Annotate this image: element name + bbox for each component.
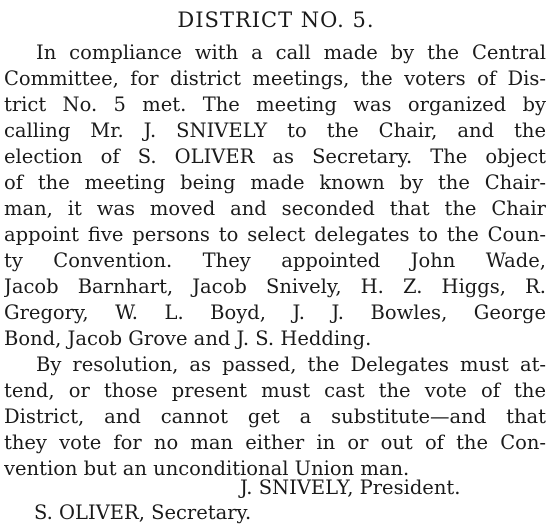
text-line: of the meeting being made known by the Chair- bbox=[4, 171, 546, 194]
text-line: District, and cannot get a substitute—and that bbox=[4, 405, 546, 428]
president-signature: J. SNIVELY, President. bbox=[240, 476, 461, 499]
text-line: election of S. OLIVER as Secretary. The object bbox=[4, 145, 546, 168]
text-line: Gregory, W. L. Boyd, J. J. Bowles, George bbox=[4, 301, 546, 324]
text-line: Bond, Jacob Grove and J. S. Hedding. bbox=[4, 327, 372, 350]
text-line: they vote for no man either in or out of the Con- bbox=[4, 431, 546, 454]
text-line: vention but an unconditional Union man. bbox=[4, 457, 410, 480]
secretary-signature: S. OLIVER, Secretary. bbox=[34, 501, 252, 524]
text-line: In compliance with a call made by the Central bbox=[36, 41, 546, 64]
text-line: man, it was moved and seconded that the Chair bbox=[4, 197, 546, 220]
text-line: ty Convention. They appointed John Wade, bbox=[4, 249, 546, 272]
text-line: appoint five persons to select delegates to the Coun- bbox=[4, 223, 546, 246]
text-line: By resolution, as passed, the Delegates must at- bbox=[36, 353, 546, 376]
text-line: tend, or those present must cast the vote of the bbox=[4, 379, 546, 402]
text-line: Committee, for district meetings, the voters of Dis- bbox=[4, 67, 546, 90]
article-heading: DISTRICT NO. 5. bbox=[177, 8, 375, 32]
text-line: trict No. 5 met. The meeting was organized by bbox=[4, 93, 546, 116]
text-line: calling Mr. J. SNIVELY to the Chair, and the bbox=[4, 119, 546, 142]
text-line: Jacob Barnhart, Jacob Snively, H. Z. Higgs, R. bbox=[4, 275, 546, 298]
